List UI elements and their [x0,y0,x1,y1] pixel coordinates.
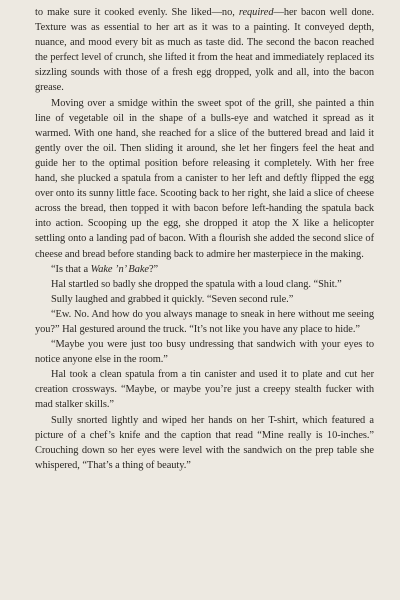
paragraph-p6 [35,307,374,337]
text-run: —her bacon well done. Texture was as essential to her art as it was to a painting. It conveyed depth, nuance, and mood every bit as much as taste did. The second the bacon reached the perfect level of crunch, she lifted it from the heat and immediately replaced its sizzling sounds with those of a fresh egg dropped, yolk and all, into the bacon grease. [35,7,374,94]
text-run: “Ew. No. And how do you always manage to sneak in here without me seeing you?” Hal gestured around the truck. “It’s not like you have any place to hide.” [35,308,374,335]
page-body-text [35,5,374,473]
paragraph-p7 [35,337,374,367]
paragraph-p2 [35,96,374,262]
paragraph-p5 [35,292,374,307]
paragraph-p4 [35,277,374,292]
text-run: Hal startled so badly she dropped the spatula with a loud clang. “Shit.” [51,278,342,290]
paragraph-p9 [35,413,374,473]
text-run: “Maybe you were just too busy undressing that sandwich with your eyes to notice anyone else in the room.” [35,339,374,366]
text-run: Sully laughed and grabbed it quickly. “Seven second rule.” [51,293,294,305]
italic-text: required [238,7,274,18]
text-run: Sully snorted lightly and wiped her hands on her T-shirt, which featured a picture of a chef’s knife and the caption that read “Mine really is 10-inches.” Crouching down so her eyes were level with the sandwich on the prep table she whispered, “That’s a thing of beauty.” [35,414,374,471]
italic-text: Wake ’n’ Bake [90,263,149,275]
text-run: to make sure it cooked evenly. She liked—no, [35,7,239,18]
text-run: Hal took a clean spatula from a tin canister and used it to plate and cut her creation crossways. “Maybe, or maybe you’re just a creepy stealth fucker with mad stalker skills.” [35,369,374,411]
text-run: ?” [148,263,159,275]
paragraph-p8 [35,367,374,412]
text-run: Moving over a smidge within the sweet spot of the grill, she painted a thin line of vegetable oil in the shape of a bulls-eye and watched it spread as it warmed. With one hand, she reached for a slice of the buttered bread and laid it gently over the oil. Then sliding it around, she let her fingers feel the heat and guide her to the optimal position before releasing it completely. With her free hand, she plucked a spatula from a canister to her left and deftly flipped the egg over onto its sunny little face. Scooting back to her right, she laid a slice of cheese across the bread, then topped it with bacon before left-handing the spatula back into action. Scooping up the egg, she dropped it atop the X like a helicopter settling onto a landing pad of bacon. With a flourish she added the second slice of cheese and bread before standing back to admire her masterpiece in the making. [35,97,374,260]
paragraph-p3 [35,262,374,277]
text-run: “Is that a [51,263,91,275]
paragraph-p1 [35,5,374,96]
